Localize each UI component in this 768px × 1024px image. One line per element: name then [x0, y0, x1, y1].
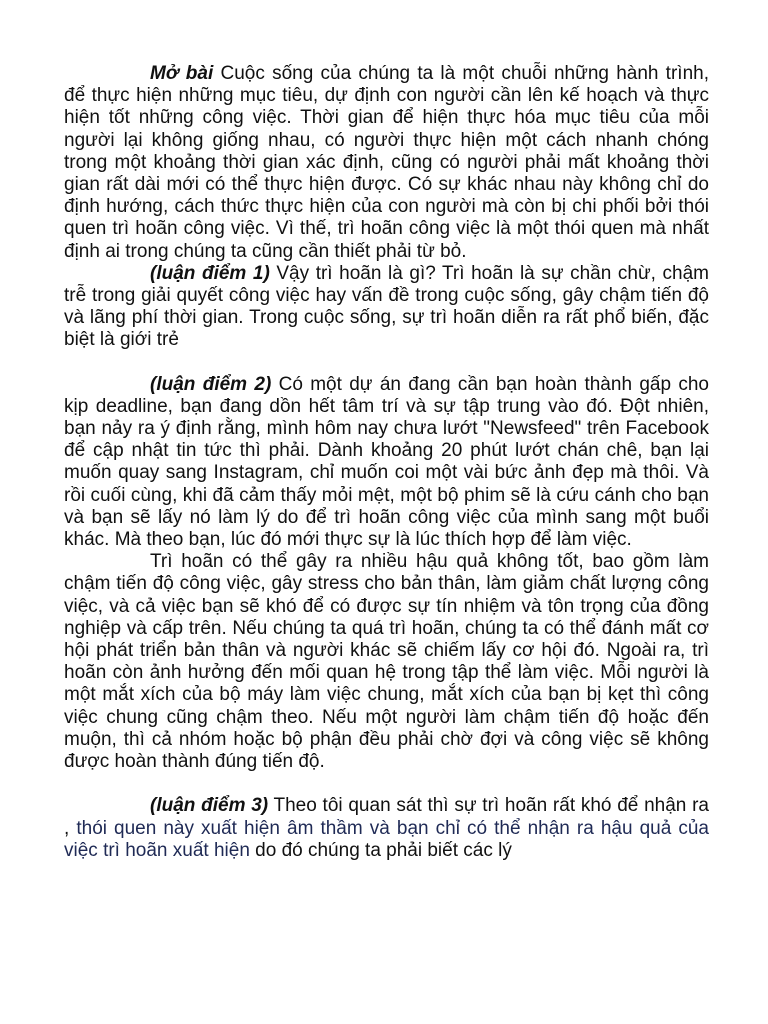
- paragraph-hau-qua: [64, 551, 709, 773]
- heading-luan-diem-2: (luận điểm 2): [150, 373, 272, 395]
- paragraph-luan-diem-2: [64, 374, 709, 552]
- heading-luan-diem-3: (luận điểm 3): [150, 795, 269, 817]
- document-body: [64, 63, 709, 862]
- text-luan-diem-1: Vậy trì hoãn là gì? Trì hoãn là sự chần chừ, chậm trễ trong giải quyết công việc hay vấn đề trong cuộc sống, gây chậm tiến độ và lãng phí thời gian. Trong cuộc sống, sự trì hoãn diễn ra rất phổ biến, đặc biệt là giới trẻ: [64, 262, 710, 351]
- text-luan-diem-2: Có một dự án đang cần bạn hoàn thành gấp cho kịp deadline, bạn đang dồn hết tâm trí và sự tập trung vào đó. Đột nhiên, bạn nảy ra ý định rằng, mình hôm nay chưa lướt "Newsfeed" trên Facebook để cập nhật tin tức thì phải. Dành khoảng 20 phút lướt chán chê, bạn lại muốn quay sang Instagram, chỉ muốn coi một vài bức ảnh đẹp mà thôi. Và rồi cuối cùng, khi đã cảm thấy mỏi mệt, một bộ phim sẽ là cứu cánh cho bạn và bạn sẽ lấy nó làm lý do để trì hoãn công việc của mình sang một buổi khác. Mà theo bạn, lúc đó mới thực sự là lúc thích hợp để làm việc.: [64, 373, 709, 551]
- paragraph-spacer: [64, 773, 709, 795]
- paragraph-luan-diem-1: [64, 263, 709, 352]
- heading-luan-diem-1: (luận điểm 1): [150, 262, 270, 284]
- heading-mo-bai: Mở bài: [150, 63, 214, 84]
- text-luan-diem-3-b: do đó chúng ta phải biết các lý: [249, 839, 512, 861]
- text-luan-diem-3-a: Theo tôi quan sát thì sự trì hoãn rất khó để nhận ra ,: [64, 795, 709, 839]
- paragraph-spacer: [64, 352, 709, 374]
- paragraph-mo-bai: [64, 63, 709, 263]
- text-hau-qua: Trì hoãn có thể gây ra nhiều hậu quả không tốt, bao gồm làm chậm tiến độ công việc, gây stress cho bản thân, làm giảm chất lượng công việc, và cả việc bạn sẽ khó để có được sự tín nhiệm và tôn trọng của đồng nghiệp và cấp trên. Nếu chúng ta quá trì hoãn, chúng ta có thể đánh mất cơ hội phát triển bản thân và người khác sẽ chiếm lấy cơ hội đó. Ngoài ra, trì hoãn còn ảnh hưởng đến mối quan hệ trong tập thể làm việc. Mỗi người là một mắt xích của bộ máy làm việc chung, mắt xích của bạn bị kẹt thì công việc chung cũng chậm theo. Nếu một người làm chậm tiến độ hoặc đến muộn, thì cả nhóm hoặc bộ phận đều phải chờ đợi và công việc sẽ không được hoàn thành đúng tiến độ.: [64, 551, 709, 773]
- paragraph-luan-diem-3: [64, 795, 709, 862]
- text-mo-bai: Cuộc sống của chúng ta là một chuỗi những hành trình, để thực hiện những mục tiêu, dự định con người cần lên kế hoạch và thực hiện tốt những công việc. Thời gian để hiện thực hóa mục tiêu của mỗi người lại không giống nhau, có người thực hiện một cách nhanh chóng trong một khoảng thời gian xác định, cũng có người phải mất khoảng thời gian rất dài mới có thể thực hiện được. Có sự khác nhau này không chỉ do định hướng, cách thức thực hiện của con người mà còn bị chi phối bởi thói quen trì hoãn công việc. Vì thế, trì hoãn công việc là một thói quen mà nhất định ai trong chúng ta cũng cần thiết phải từ bỏ.: [64, 63, 709, 262]
- text-luan-diem-3-highlight: thói quen này xuất hiện âm thầm và bạn chỉ có thể nhận ra hậu quả của việc trì hoãn xuất hiện: [64, 817, 709, 861]
